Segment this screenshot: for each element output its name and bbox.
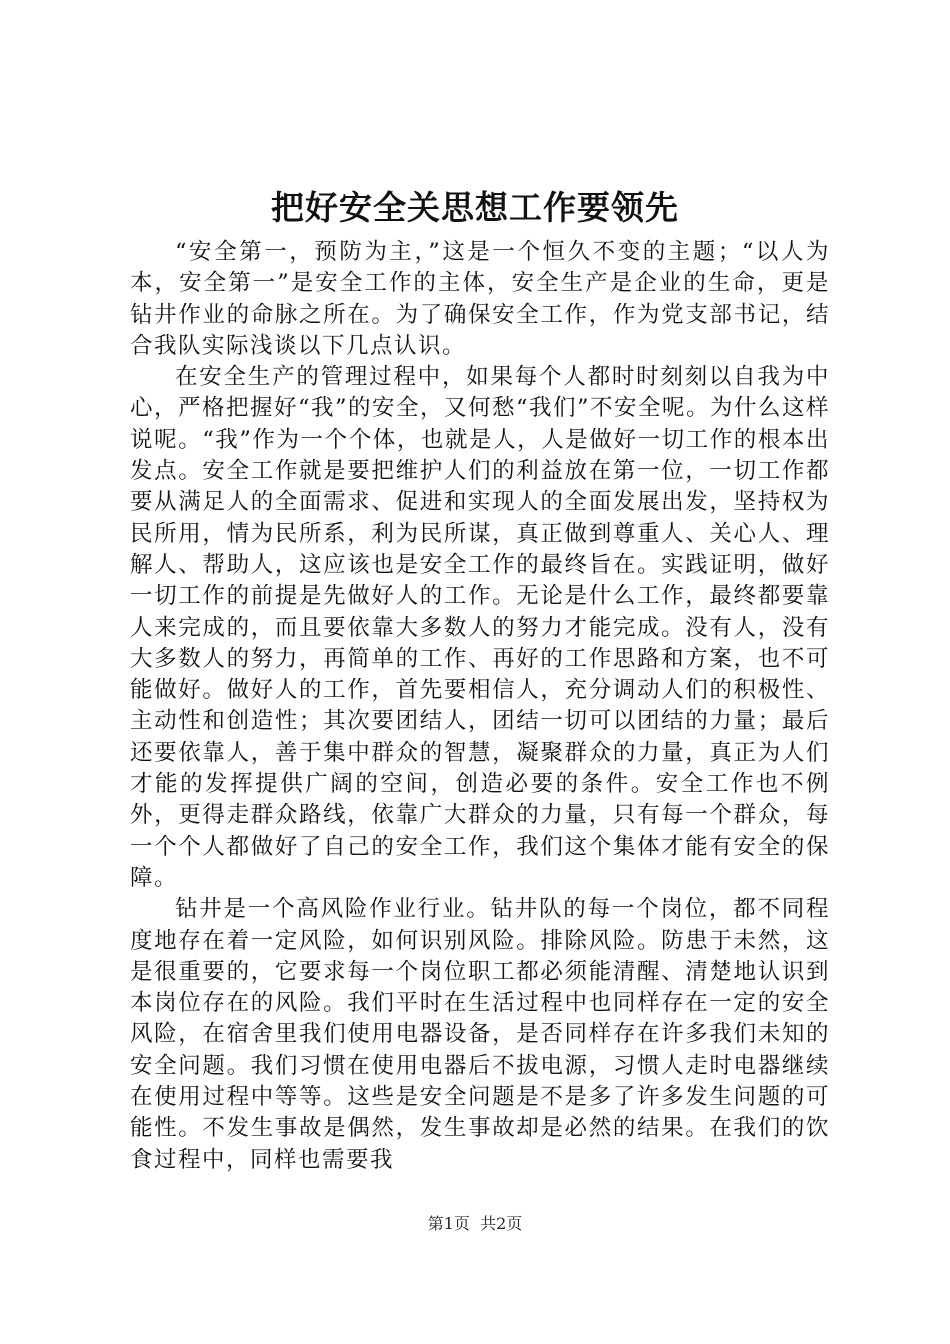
- document-body: [130, 237, 830, 1176]
- paragraph-1: “安全第一，预防为主，”这是一个恒久不变的主题；“以人为本，安全第一”是安全工作的主体，安全生产是企业的生命，更是钻井作业的命脉之所在。为了确保安全工作，作为党支部书记，结合我队实际浅谈以下几点认识。: [130, 239, 830, 359]
- paragraph-2: 在安全生产的管理过程中，如果每个人都时时刻刻以自我为中心，严格把握好“我”的安全，又何愁“我们”不安全呢。为什么这样说呢。“我”作为一个个体，也就是人，人是做好一切工作的根本出发点。安全工作就是要把维护人们的利益放在第一位，一切工作都要从满足人的全面需求、促进和实现人的全面发展出发，坚持权为民所用，情为民所系，利为民所谋，真正做到尊重人、关心人、理解人、帮助人，这应该也是安全工作的最终旨在。实践证明，做好一切工作的前提是先做好人的工作。无论是什么工作，最终都要靠人来完成的，而且要依靠大多数人的努力才能完成。没有人，没有大多数人的努力，再简单的工作、再好的工作思路和方案，也不可能做好。做好人的工作，首先要相信人，充分调动人们的积极性、主动性和创造性；其次要团结人，团结一切可以团结的力量；最后还要依靠人，善于集中群众的智慧，凝聚群众的力量，真正为人们才能的发挥提供广阔的空间，创造必要的条件。安全工作也不例外，更得走群众路线，依靠广大群众的力量，只有每一个群众，每一个个人都做好了自己的安全工作，我们这个集体才能有安全的保障。: [130, 364, 831, 891]
- paragraph-3: 钻井是一个高风险作业行业。钻井队的每一个岗位，都不同程度地存在着一定风险，如何识别风险。排除风险。防患于未然，这是很重要的，它要求每一个岗位职工都必须能清醒、清楚地认识到本岗位存在的风险。我们平时在生活过程中也同样存在一定的安全风险，在宿舍里我们使用电器设备，是否同样存在许多我们未知的安全问题。我们习惯在使用电器后不拔电源，习惯人走时电器继续在使用过程中等等。这些是安全问题是不是多了许多发生问题的可能性。不发生事故是偶然，发生事故却是必然的结果。在我们的饮食过程中，同样也需要我: [130, 896, 830, 1173]
- document-title: 把好安全关思想工作要领先: [271, 188, 679, 227]
- page-number-footer: 第1页 共2页: [427, 1214, 523, 1233]
